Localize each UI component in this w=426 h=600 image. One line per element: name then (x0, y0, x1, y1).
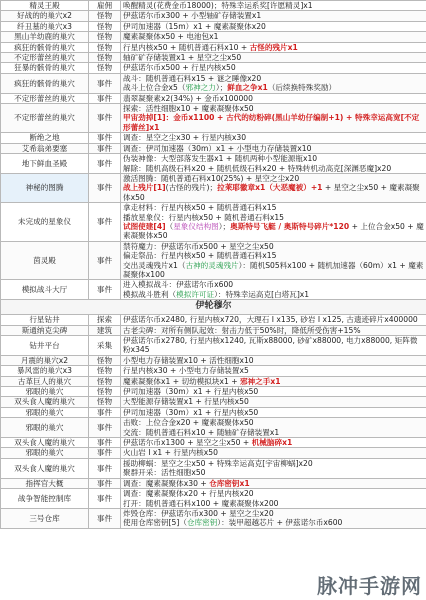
table-row (1, 458, 426, 478)
reward-cell (121, 1, 426, 11)
type-cell: 事件 (89, 93, 121, 103)
type-cell: 事件 (89, 104, 121, 133)
reward-text: 伪装神像：大型部落发生器x1 + 随机两种小型能源瓶x10 解除：随机高级石料x20 + 随机低级石料x20 + 特殊转机动高克[深渊恶魔]x20 (123, 154, 392, 173)
table-row (1, 355, 426, 365)
type-cell: 事件 (89, 418, 121, 438)
type-cell: 事件 (89, 173, 121, 202)
type-cell: 雇佣 (89, 1, 121, 11)
reward-text: 试图使建[4] (123, 221, 166, 231)
type-cell: 怪物 (89, 21, 121, 31)
type-cell: 采集 (89, 336, 121, 356)
reward-text: 伊司加速器（15m）x1 + 魔素凝聚体x20 (123, 21, 266, 31)
type-cell: 怪物 (89, 63, 121, 73)
reward-text: 轴矿矿存储装置x1 + 星空之尘x50 (123, 53, 242, 63)
reward-text: 小型电力存储装置x10 + 活性细胞x10 (123, 355, 254, 365)
reward-text: 翡翠凝聚素x2(34%) + 金币x100000 (123, 93, 253, 103)
type-cell: 怪物 (89, 397, 121, 407)
reward-text: 仓库密钥x1 (209, 478, 250, 488)
type-cell: 事件 (89, 133, 121, 143)
location-name-cell: 好战的的巢穴x2 (1, 11, 89, 21)
type-cell: 事件 (89, 458, 121, 478)
table-row (1, 315, 426, 325)
type-cell: 事件 (89, 478, 121, 488)
type-cell: 事件 (89, 154, 121, 174)
reward-text: 古神的灵魂残片 (185, 260, 239, 270)
reward-cell (121, 387, 426, 397)
reward-text: 甲宙劲掉[1]：金币x1100 + 古代的纺粉碎(黑山羊幼仔编制+1) + 特殊幸运高宽[不定形蕾丝]x1 (123, 113, 420, 132)
reward-text: 模拟许可证 (176, 289, 215, 299)
reward-text: 古怪的残片x1 (249, 42, 298, 52)
reward-cell (121, 32, 426, 42)
reward-text: 伊茲诺尔币x300 + 小型轴矿存储装置x1 (123, 11, 262, 21)
location-name-cell: 指挥官大概 (1, 478, 89, 488)
location-name-cell: 双头食人魔的巢穴 (1, 397, 89, 407)
table-row (1, 203, 426, 242)
type-cell: 事件 (89, 143, 121, 153)
reward-text: 唤醒精灵(花费金币18000)；特殊幸运系奖[许愿精灵]x1 (123, 1, 313, 10)
reward-cell (121, 93, 426, 103)
reward-cell (121, 438, 426, 448)
reward-text: 行星内核x30 + 小型电力存储装置x5 (123, 366, 249, 376)
type-cell: 怪物 (89, 366, 121, 376)
location-name-cell: 茵灵殿 (1, 241, 89, 280)
type-cell: 建筑 (89, 325, 121, 335)
table-row (1, 42, 426, 52)
table-row (1, 143, 426, 153)
table-row (1, 53, 426, 63)
reward-text: ）：特殊幸运高克[白塔瓦]x1 (214, 289, 310, 299)
location-name-cell: 邪眼的巢穴 (1, 418, 89, 438)
location-name-cell: 古革巨人的巢穴 (1, 376, 89, 386)
type-cell: 事件 (89, 73, 121, 93)
reward-text: 击败：上位合金x20 + 魔素凝聚体x50 交流：随机普通石料x10 + 随轴矿存储装置x1 (123, 418, 280, 437)
location-name-cell: 艾希翁弟要塞 (1, 143, 89, 153)
location-name-cell: 疯狂的骸骨的巢穴 (1, 42, 89, 52)
type-cell: 探索 (89, 315, 121, 325)
reward-text: + 星空之尘x50 + 魔素凝聚体x50 (123, 183, 420, 202)
reward-text: 大型能源存储装置x1 + 行星内核x50 (123, 397, 249, 407)
table-row (1, 397, 426, 407)
table-body-top (1, 1, 426, 300)
reward-cell (121, 11, 426, 21)
reward-cell (121, 376, 426, 386)
reward-text: 鲜血之争x1 (227, 83, 268, 93)
reward-cell (121, 355, 426, 365)
reward-cell (121, 418, 426, 438)
location-name-cell: 精灵王殿 (1, 1, 89, 11)
table-row (1, 508, 426, 528)
location-name-cell: 纤丑墓的巢穴x3 (1, 21, 89, 31)
reward-cell (121, 325, 426, 335)
location-name-cell: 钻井平台 (1, 336, 89, 356)
reward-text: 魔素凝聚体x1 + 切幼模拟块x1 + (123, 376, 240, 386)
location-name-cell: 暴风雷的巢穴x3 (1, 366, 89, 376)
reward-cell (121, 42, 426, 52)
table-row (1, 280, 426, 300)
reward-text: 援助柳蜗：星空之尘x50 + 特殊幸运高克[宇宙柳蜗]x20 聚群开采：活性细胞x50 (123, 458, 313, 478)
section-title: 伊轮穆尔 (1, 300, 426, 315)
reward-cell (121, 154, 426, 174)
reward-text: 调查：星空之尘x30 + 行星内核x30 (123, 133, 247, 143)
table-row (1, 93, 426, 103)
type-cell: 事件 (89, 489, 121, 509)
section-header-row (1, 300, 426, 315)
reward-cell (121, 448, 426, 458)
table-row (1, 325, 426, 335)
reward-text: ）； (218, 221, 231, 231)
type-cell: 事件 (89, 508, 121, 528)
type-cell: 怪物 (89, 42, 121, 52)
table-row (1, 387, 426, 397)
reward-cell (121, 458, 426, 478)
location-name-cell: 双头食人魔的巢穴 (1, 458, 89, 478)
type-cell: 怪物 (89, 11, 121, 21)
reward-text: 调查：伊司加速器（30m）x1 + 小型电力存储装置x10 (123, 143, 312, 153)
location-name-cell: 黑山羊幼鹿的巢穴 (1, 32, 89, 42)
location-name-cell: 邪眼的巢穴 (1, 448, 89, 458)
reward-cell (121, 407, 426, 417)
location-name-cell: 不定形蕾丝的巢穴 (1, 93, 89, 103)
reward-cell (121, 203, 426, 242)
type-cell: 事件 (89, 448, 121, 458)
table-row (1, 407, 426, 417)
table-row (1, 448, 426, 458)
reward-text: 拉莱耶徽章x1（大恶魔被）+1 (217, 183, 323, 193)
location-name-cell: 模拟战斗大厅 (1, 280, 89, 300)
table-row (1, 73, 426, 93)
table-row (1, 418, 426, 438)
location-name-cell: 月震的巢穴x2 (1, 355, 89, 365)
reward-cell (121, 508, 426, 528)
reward-text: 拿走材料：行星内核x50 + 随机普通石料x15 播放星象仪：行星内核x50 + 随机普通石料x15 (123, 203, 285, 222)
location-name-cell: 邪眼的巢穴 (1, 387, 89, 397)
reward-text: ）； (215, 83, 228, 93)
table-row (1, 1, 426, 11)
reward-text: 邪神之力 (185, 83, 216, 93)
type-cell: 怪物 (89, 376, 121, 386)
reward-text: 仓库密钥 (186, 518, 218, 528)
reward-cell (121, 397, 426, 407)
reward-text: 行星内核x50 + 随机普通石料x10 + (123, 42, 250, 52)
location-name-cell: 双头食人魔的巢穴 (1, 438, 89, 448)
reward-text: ）：随机S05料x100 + 随机加速器（60m）x1 + 魔素凝聚体x100 (123, 260, 424, 279)
reward-text: 激活图腾：随机普通石料x10(25%) + 星空之尘x20 (123, 173, 300, 183)
reward-text: 禁符魔力：伊茲诺尔币x500 + 星空之尘x50 偏走祭品：行星内核x50 + 随机普通石料x15 交出灵魂残片x1（ (123, 241, 277, 270)
reward-cell (121, 133, 426, 143)
reward-text: 调查：魔素凝聚体x30 + (123, 478, 210, 488)
reward-text: 调查：魔素凝聚体x20 + 行星内核x20 打开：随机普通石料x100 + 魔素凝聚体x200 (123, 489, 279, 508)
table-row (1, 63, 426, 73)
reward-cell (121, 143, 426, 153)
reward-text: + 上位合金x50 + 魔素凝聚体x50 (123, 221, 424, 241)
table-row (1, 489, 426, 509)
reward-cell (121, 315, 426, 325)
section-header-group (1, 300, 426, 315)
reward-text: 机械脑碎x1 (251, 438, 293, 448)
type-cell: 事件 (89, 280, 121, 300)
reward-text: 伊司加速器（30m）x1 + 行星内核x50 (123, 407, 259, 417)
table-row (1, 173, 426, 202)
reward-text: 魔素凝聚体x50 + 电池包x1 (123, 32, 219, 42)
reward-cell (121, 241, 426, 280)
type-cell: 怪物 (89, 53, 121, 63)
reward-text: （后续换特殊奖励） (267, 83, 337, 93)
type-cell: 事件 (89, 203, 121, 242)
reward-cell (121, 73, 426, 93)
location-name-cell: 狂暴的骸骨的巢穴 (1, 63, 89, 73)
reward-text: 伊茲诺尔币x1300 + 星空之尘x50 + (123, 438, 252, 448)
table-row (1, 154, 426, 174)
reward-text: 进入模拟战斗：伊茲诺尔币x600 模拟战斗胜利（ (123, 280, 234, 299)
reward-cell (121, 366, 426, 376)
reward-text: 邪神之手x1 (239, 376, 281, 386)
reward-text: 战斗：随机普通石料x15 + 谜之睡像x20 战斗上位合金x5（ (123, 73, 262, 93)
reward-cell (121, 336, 426, 356)
location-name-cell: 三号仓库 (1, 508, 89, 528)
location-name-cell: 断绝之地 (1, 133, 89, 143)
reward-cell (121, 21, 426, 31)
reward-text: 奥斯特号飞艇 / 奥斯特号碎片*120 (230, 221, 350, 231)
location-name-cell: 疯狂的骸骨的巢穴 (1, 73, 89, 93)
location-name-cell: 不定形蕾丝的巢穴 (1, 104, 89, 133)
reward-text: 伊茲诺尔币x500 + 行星内核x50 (123, 63, 236, 73)
type-cell: 怪物 (89, 355, 121, 365)
table-row (1, 133, 426, 143)
type-cell: 怪物 (89, 387, 121, 397)
location-name-cell: 战争智能控制库 (1, 489, 89, 509)
table-row (1, 11, 426, 21)
table-body-bottom (1, 315, 426, 529)
type-cell: 事件 (89, 438, 121, 448)
type-cell: 怪物 (89, 32, 121, 42)
location-name-cell: 地下鲜血圣殿 (1, 154, 89, 174)
reward-text: 战上残片[1] (123, 183, 166, 193)
reward-text: 炸毁仓库：伊茲诺尔币x300 + 星空之尘x20 使用仓库密钥[5]（ (123, 508, 274, 528)
reward-text: 古老尖碑：对所有侧队起效：射击力低于50%时，降低所受伤害+15% (123, 325, 361, 335)
reward-text: 星象仪结构图 (173, 221, 219, 231)
table-row (1, 438, 426, 448)
reward-text: 伊茲诺尔币x2480, 行星内核x720，大理石 I x135, 砂岩 I x125, 古遗迹碎片x400000 (123, 315, 418, 325)
location-name-cell: 不定形蕾丝的巢穴 (1, 53, 89, 63)
type-cell: 事件 (89, 241, 121, 280)
reward-cell (121, 104, 426, 133)
table-row (1, 104, 426, 133)
table-row (1, 21, 426, 31)
reward-cell (121, 53, 426, 63)
table-row (1, 336, 426, 356)
location-name-cell: 斯通纳克尖碑 (1, 325, 89, 335)
location-name-cell: 行星钻井 (1, 315, 89, 325)
type-cell: 事件 (89, 407, 121, 417)
reward-cell (121, 280, 426, 300)
reward-cell (121, 173, 426, 202)
location-name-cell: 邪眼的巢穴 (1, 407, 89, 417)
table-row (1, 241, 426, 280)
location-name-cell: 未完成的星象仪 (1, 203, 89, 242)
location-name-cell: 神秘的图腾 (1, 173, 89, 202)
reward-cell (121, 63, 426, 73)
site-watermark: 脉冲手游网 (317, 574, 422, 598)
reward-text: 火山岩 I x1 + 行星内核x50 (123, 448, 218, 458)
reward-cell (121, 478, 426, 488)
table-row (1, 478, 426, 488)
reward-text: 伊司加速器（30m）x1 + 行星内核x50 (123, 387, 259, 397)
reward-text: 伊茲诺尔币x2780, 行星内核x1240, 瓦斯x88000, 砂矿x88000, 电力x88000, 矩阵微粉x345 (123, 336, 418, 355)
reward-text: ）：装甲超越芯片 + 伊茲诺尔币x600 (217, 518, 343, 528)
table-row (1, 366, 426, 376)
reward-text: （ (165, 221, 174, 231)
reward-text: (古怪的残片)； (165, 183, 218, 193)
reward-cell (121, 489, 426, 509)
reward-text: 探索：活性细胞x10 + 魔素凝聚体x50 (123, 104, 254, 114)
table-row (1, 376, 426, 386)
table-row (1, 32, 426, 42)
